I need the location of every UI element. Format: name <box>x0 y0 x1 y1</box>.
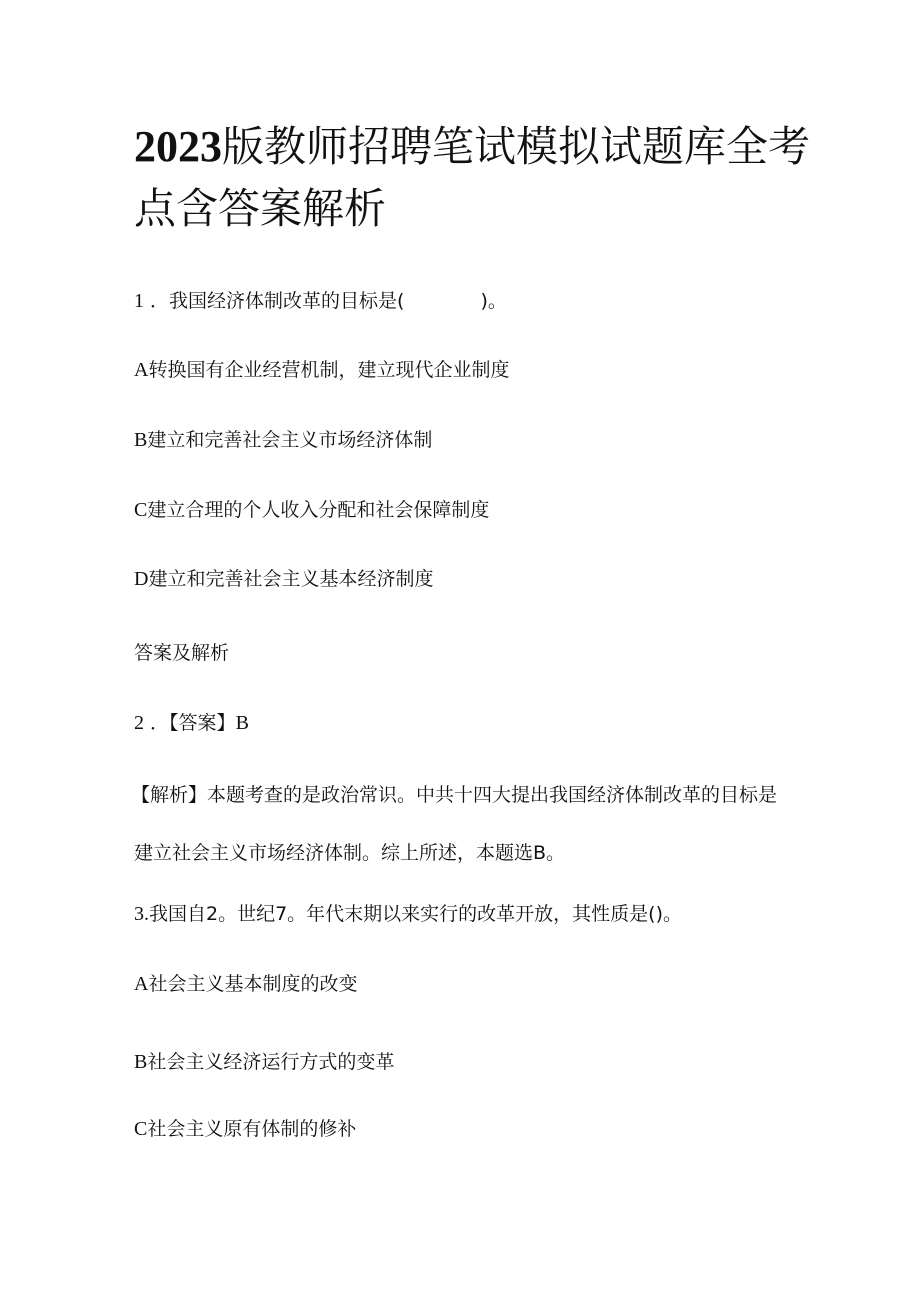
question-1-option-d <box>134 567 433 591</box>
question-3-option-c <box>134 1117 356 1141</box>
question-1-option-c <box>134 498 489 522</box>
option-letter: A <box>134 359 149 381</box>
option-letter: C <box>134 1118 148 1140</box>
question-3 <box>134 902 682 926</box>
question-3-option-a <box>134 972 357 996</box>
question-3-option-b <box>134 1050 394 1074</box>
document-title <box>134 116 814 240</box>
question-3-text: 我国自2。世纪7。年代末期以来实行的改革开放，其性质是()。 <box>149 903 683 925</box>
question-3-number: 3. <box>134 903 149 925</box>
analysis-paragraph: 【解析】本题考查的是政治常识。中共十四大提出我国经济体制改革的目标是建立社会主义市场经济体制。综上所述，本题选B。 <box>131 784 778 864</box>
answer-2 <box>134 711 249 735</box>
answer-2-letter: B <box>235 712 249 734</box>
question-1-option-a <box>134 358 509 382</box>
option-text: 建立合理的个人收入分配和社会保障制度 <box>147 499 490 521</box>
question-1 <box>134 289 507 313</box>
option-text: 转换国有企业经营机制，建立现代企业制度 <box>148 359 510 381</box>
option-text: 社会主义原有体制的修补 <box>147 1118 357 1140</box>
option-letter: A <box>134 973 149 995</box>
question-1-number: 1 <box>134 290 144 312</box>
option-letter: B <box>134 1051 148 1073</box>
answer-2-label: ．【答案】 <box>150 712 236 734</box>
option-letter: B <box>134 429 148 451</box>
option-letter: D <box>134 568 149 590</box>
title-year: 2023 <box>134 122 222 171</box>
option-letter: C <box>134 499 148 521</box>
option-text: 社会主义基本制度的改变 <box>148 973 358 995</box>
answer-2-number: 2 <box>134 712 144 734</box>
option-text: 建立和完善社会主义基本经济制度 <box>148 568 434 590</box>
title-text: 版教师招聘笔试模拟试题库全考点含答案解析 <box>134 122 811 233</box>
option-text: 建立和完善社会主义市场经济体制 <box>147 429 433 451</box>
question-1-text: ．我国经济体制改革的目标是( )。 <box>150 290 507 312</box>
answer-heading: 答案及解析 <box>134 642 230 664</box>
option-text: 社会主义经济运行方式的变革 <box>147 1051 395 1073</box>
question-1-option-b <box>134 428 432 452</box>
